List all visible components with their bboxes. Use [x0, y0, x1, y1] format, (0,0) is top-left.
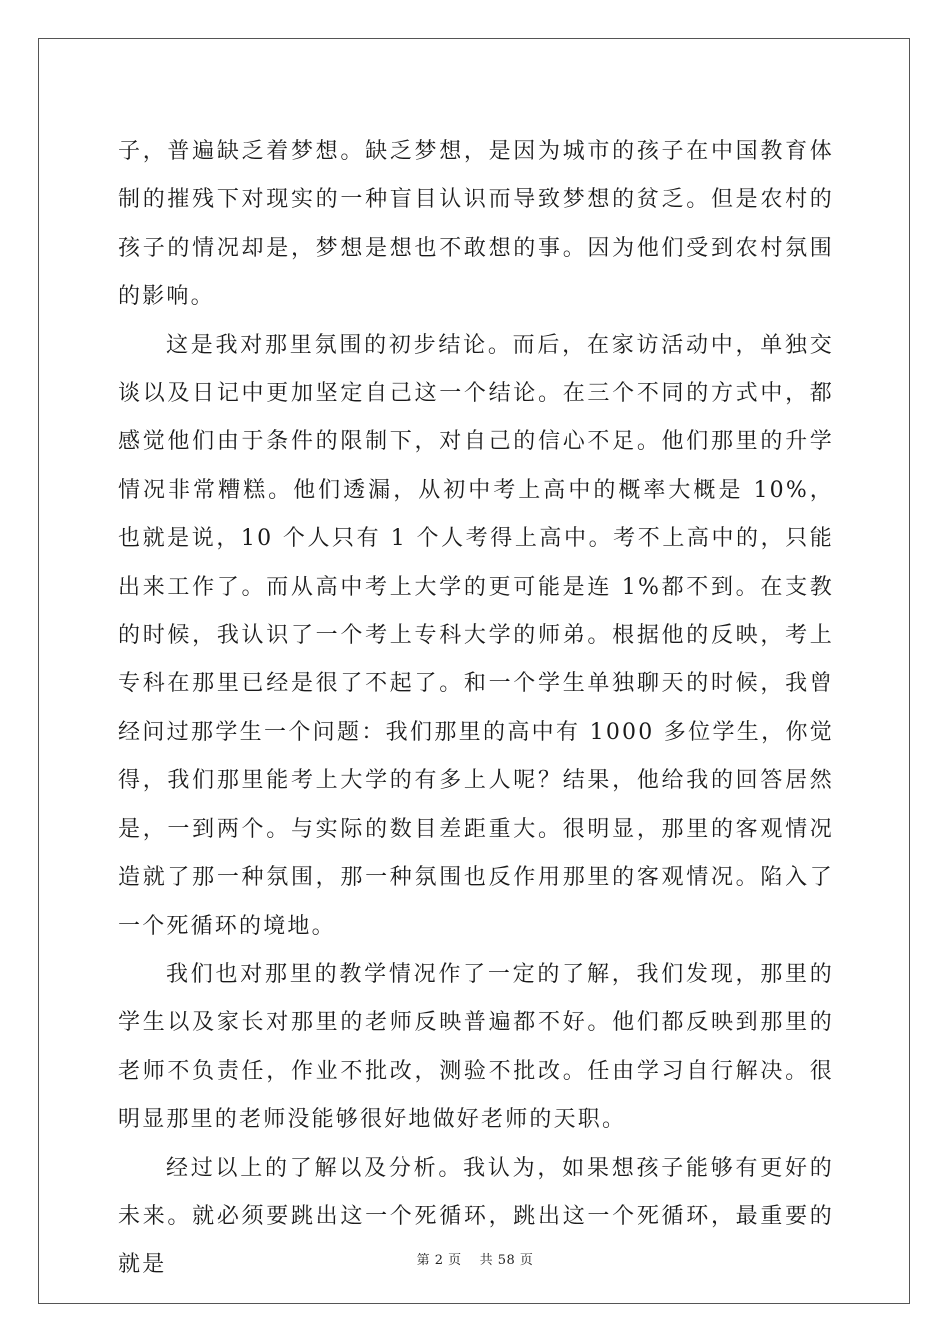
paragraph-2: 这是我对那里氛围的初步结论。而后，在家访活动中，单独交谈以及日记中更加坚定自己这一个结论。在三个不同的方式中，都感觉他们由于条件的限制下，对自己的信心不足。他们那里的升学情况非常糟糕。他们透漏，从初中考上高中的概率大概是 10%，也就是说，10 个人只有 1 个人考得上高中。考不上高中的，只能出来工作了。而从高中考上大学的更可能是连 1%都不到。在支教的时候，我认识了一个考上专科大学的师弟。根据他的反映，考上专科在那里已经是很了不起了。和一个学生单独聊天的时候，我曾经问过那学生一个问题：我们那里的高中有 1000 多位学生，你觉得，我们那里能考上大学的有多上人呢？结果，他给我的回答居然是，一到两个。与实际的数目差距重大。很明显，那里的客观情况造就了那一种氛围，那一种氛围也反作用那里的客观情况。陷入了一个死循环的境地。 — [118, 332, 834, 939]
paragraph-4: 经过以上的了解以及分析。我认为，如果想孩子能够有更好的未来。就必须要跳出这一个死循环，跳出这一个死循环，最重要的就是 — [118, 1155, 834, 1278]
page-footer — [0, 1249, 950, 1268]
page-total: 共 58 页 — [479, 1253, 534, 1268]
document-body — [118, 128, 834, 1290]
page-number: 第 2 页 — [416, 1253, 462, 1268]
paragraph-3: 我们也对那里的教学情况作了一定的了解，我们发现，那里的学生以及家长对那里的老师反映普遍都不好。他们都反映到那里的老师不负责任，作业不批改，测验不批改。任由学习自行解决。很明显那里的老师没能够很好地做好老师的天职。 — [118, 961, 834, 1133]
paragraph-1: 子，普遍缺乏着梦想。缺乏梦想，是因为城市的孩子在中国教育体制的摧残下对现实的一种盲目认识而导致梦想的贫乏。但是农村的孩子的情况却是，梦想是想也不敢想的事。因为他们受到农村氛围的影响。 — [118, 139, 834, 310]
